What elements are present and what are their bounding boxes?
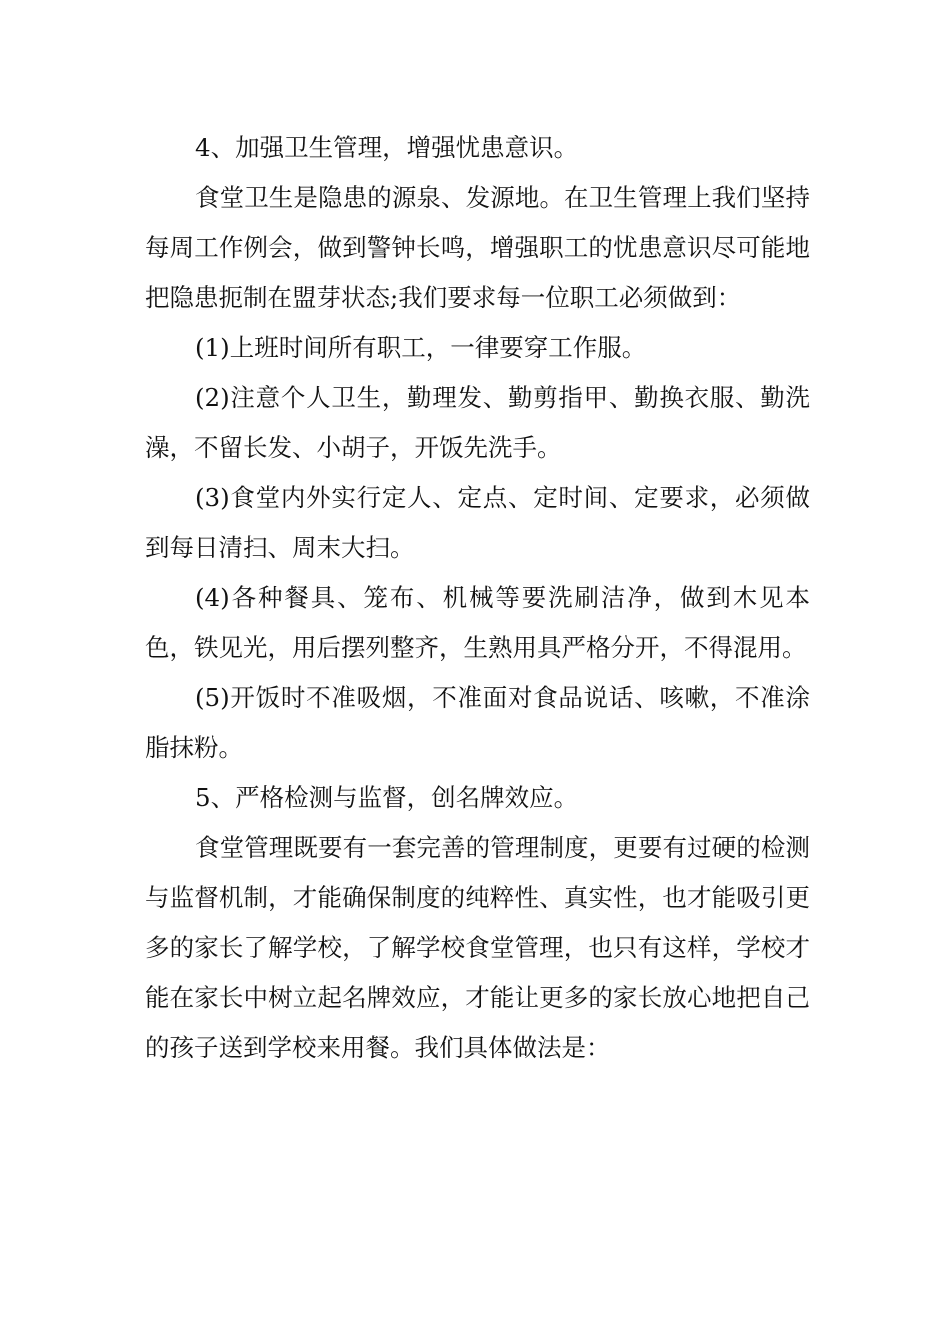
list-item-1: (1)上班时间所有职工，一律要穿工作服。 [195, 333, 647, 362]
list-item-5: (5)开饭时不准吸烟，不准面对食品说话、咳嗽，不准涂脂抹粉。 [145, 683, 810, 762]
paragraph-hygiene-intro: 食堂卫生是隐患的源泉、发源地。在卫生管理上我们坚持每周工作例会，做到警钟长鸣，增强职工的忧患意识尽可能地把隐患扼制在盟芽状态;我们要求每一位职工必须做到： [145, 183, 810, 312]
document-body [145, 123, 810, 1073]
list-item-3: (3)食堂内外实行定人、定点、定时间、定要求，必须做到每日清扫、周末大扫。 [145, 483, 810, 562]
section-heading-5: 5、严格检测与监督，创名牌效应。 [195, 783, 579, 812]
list-item-2: (2)注意个人卫生，勤理发、勤剪指甲、勤换衣服、勤洗澡，不留长发、小胡子，开饭先洗手。 [145, 383, 810, 462]
paragraph-supervision: 食堂管理既要有一套完善的管理制度，更要有过硬的检测与监督机制，才能确保制度的纯粹性、真实性，也才能吸引更多的家长了解学校，了解学校食堂管理，也只有这样，学校才能在家长中树立起名牌效应，才能让更多的家长放心地把自己的孩子送到学校来用餐。我们具体做法是： [145, 833, 810, 1062]
list-item-4: (4)各种餐具、笼布、机械等要洗刷洁净，做到木见本色，铁见光，用后摆列整齐，生熟用具严格分开，不得混用。 [145, 583, 810, 662]
section-heading-4: 4、加强卫生管理，增强忧患意识。 [195, 133, 579, 162]
